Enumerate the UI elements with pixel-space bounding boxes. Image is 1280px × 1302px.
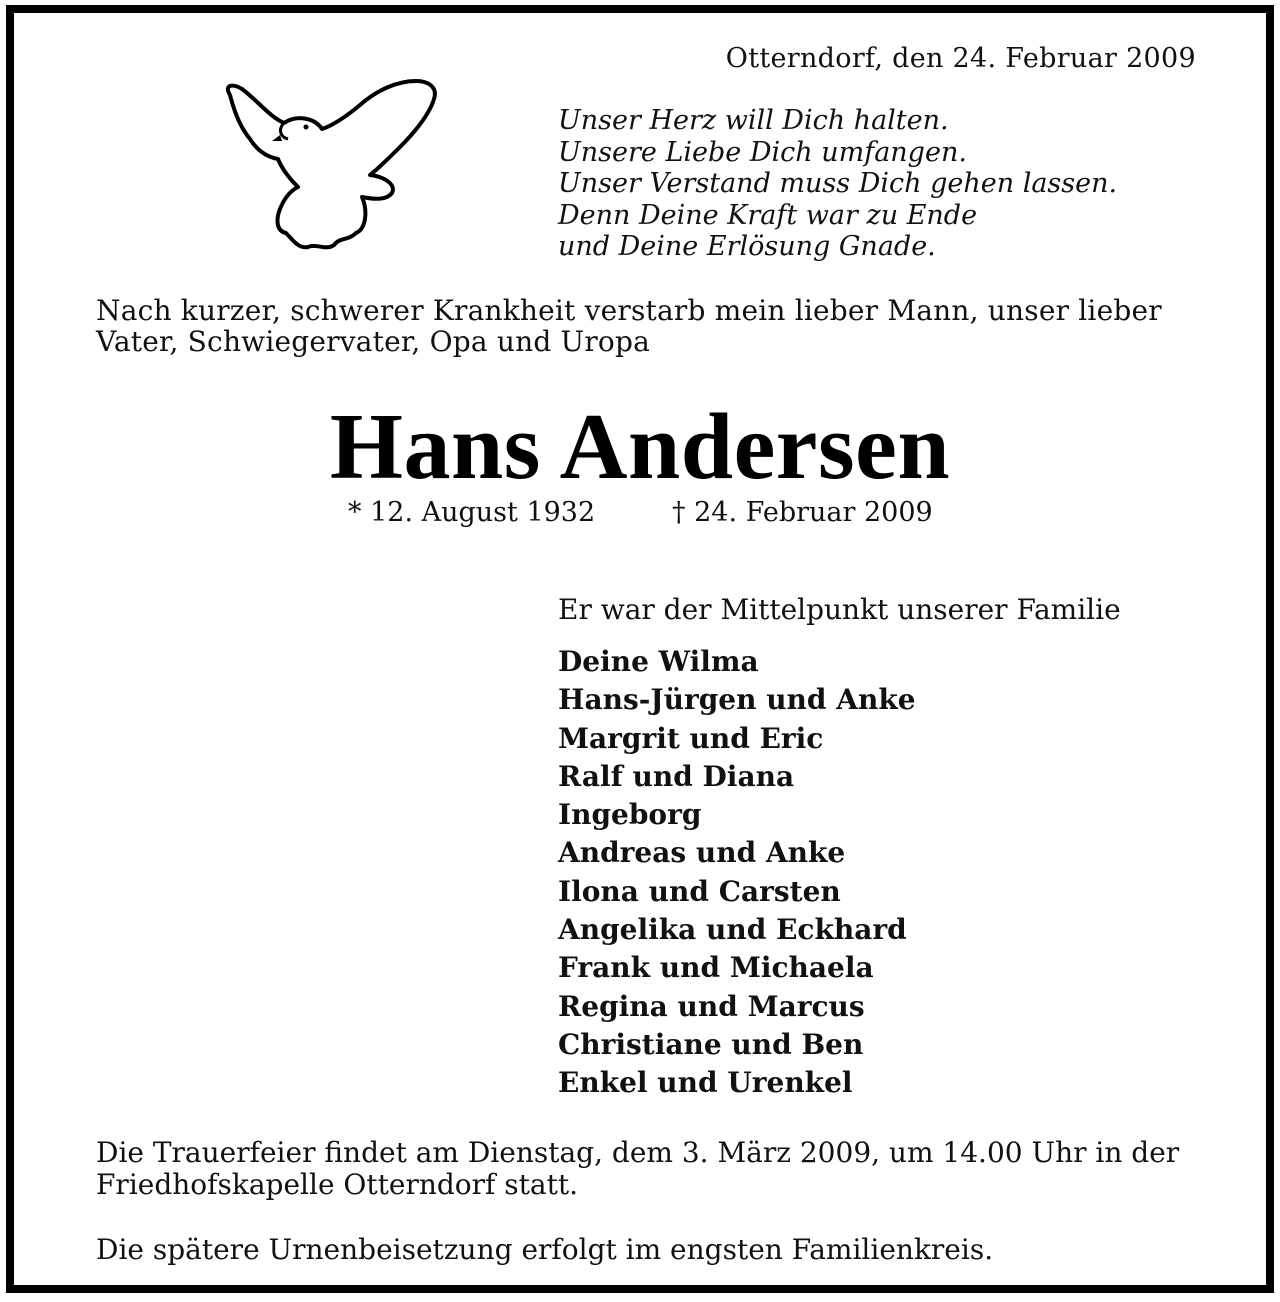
funeral-line: Die Trauerfeier findet am Dienstag, dem 3. März 2009, um 14.00 Uhr in der xyxy=(96,1136,1180,1169)
family-member: Andreas und Anke xyxy=(558,836,846,870)
urn-info: Die spätere Urnenbeisetzung erfolgt im engsten Familienkreis. xyxy=(96,1233,994,1266)
family-member: Enkel und Urenkel xyxy=(558,1066,853,1100)
poem-line: Denn Deine Kraft war zu Ende xyxy=(558,199,978,231)
dove-icon xyxy=(210,73,444,255)
funeral-line: Friedhofskapelle Otterndorf statt. xyxy=(96,1168,579,1201)
poem-line: Unser Verstand muss Dich gehen lassen. xyxy=(558,168,1118,199)
poem-line: Unsere Liebe Dich umfangen. xyxy=(558,136,967,168)
family-list xyxy=(558,643,916,1103)
intro-line: Nach kurzer, schwerer Krankheit verstarb mein lieber Mann, unser lieber xyxy=(96,294,1162,327)
family-member: Hans-Jürgen und Anke xyxy=(558,683,916,717)
intro-line: Vater, Schwiegervater, Opa und Uropa xyxy=(96,325,651,358)
family-member: Christiane und Ben xyxy=(558,1027,864,1061)
tribute-line: Er war der Mittelpunkt unserer Familie xyxy=(558,593,1121,626)
family-member: Ingeborg xyxy=(558,798,702,832)
poem-line: und Deine Erlösung Gnade. xyxy=(558,231,936,262)
deceased-name: Hans Andersen xyxy=(329,395,951,499)
death-date: † 24. Februar 2009 xyxy=(672,497,933,528)
family-member: Angelika und Eckhard xyxy=(558,913,907,947)
family-member: Frank und Michaela xyxy=(558,951,874,985)
obituary-notice xyxy=(6,5,1274,1293)
family-member: Deine Wilma xyxy=(558,645,759,678)
family-member: Ralf und Diana xyxy=(558,759,795,793)
intro-text xyxy=(96,295,1216,357)
family-member: Regina und Marcus xyxy=(558,989,865,1023)
birth-date: * 12. August 1932 xyxy=(348,497,596,528)
poem-line: Unser Herz will Dich halten. xyxy=(558,105,949,136)
place-date: Otterndorf, den 24. Februar 2009 xyxy=(725,43,1196,74)
poem xyxy=(558,105,1117,263)
funeral-info xyxy=(96,1137,1216,1201)
family-member: Margrit und Eric xyxy=(558,721,824,755)
family-member: Ilona und Carsten xyxy=(558,874,841,908)
